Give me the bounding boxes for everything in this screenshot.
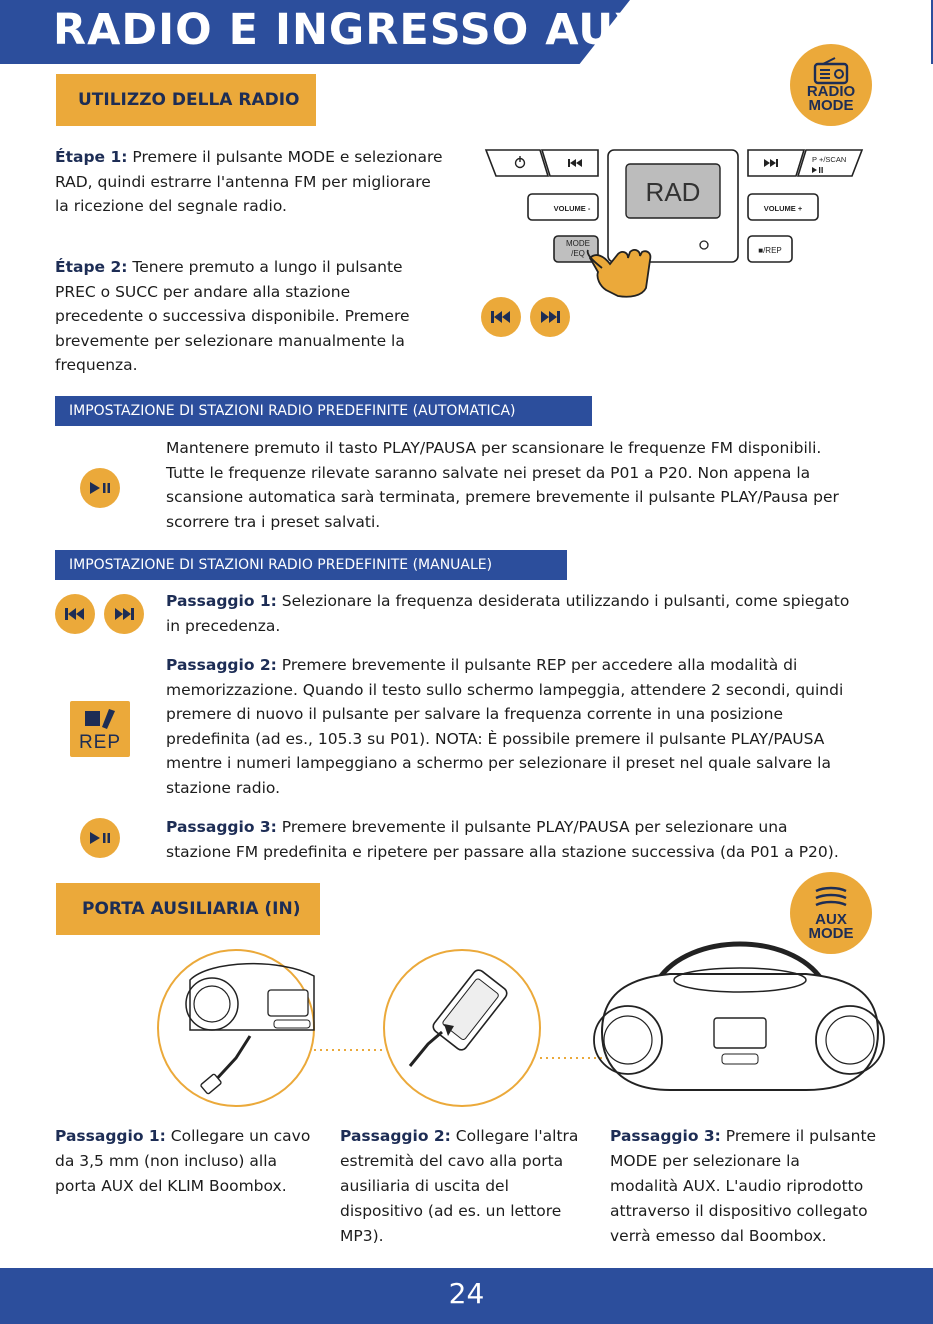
aux-step-2-line: dispositivo (ad es. un lettore bbox=[340, 1202, 562, 1220]
radio-mode-badge-line1: RADIO bbox=[806, 83, 856, 100]
auto-preset-tag bbox=[55, 396, 592, 426]
mode-eq-label-2: /EQ bbox=[571, 249, 585, 258]
aux-cable-icon bbox=[812, 885, 850, 913]
rep-button-icon bbox=[70, 701, 130, 757]
rep-icon-label: REP bbox=[78, 732, 122, 753]
manual-step-2-line: stazione radio. bbox=[166, 778, 281, 797]
volume-minus-label: VOLUME - bbox=[553, 204, 591, 213]
radio-step-1-label: Étape 1: bbox=[55, 148, 128, 166]
aux-step-2-line: MP3). bbox=[340, 1227, 384, 1245]
manual-step-2-line: Premere brevemente il pulsante REP per accedere alla modalità di bbox=[276, 656, 798, 674]
rep-label: ■/REP bbox=[758, 246, 782, 255]
auto-preset-play-icon-badge bbox=[80, 468, 120, 508]
previous-button-illustration bbox=[481, 297, 521, 337]
manual-step-2 bbox=[166, 653, 896, 800]
manual-step-1-line: in precedenza. bbox=[166, 616, 281, 635]
radio-step-2-line: brevemente per selezionare manualmente la bbox=[55, 331, 405, 350]
manual-step-2-line: premere di nuovo il pulsante per salvare la frequenza corrente in una posizione bbox=[166, 705, 783, 723]
previous-track-icon bbox=[64, 607, 86, 621]
auto-preset-tag-label: IMPOSTAZIONE DI STAZIONI RADIO PREDEFINITE (AUTOMATICA) bbox=[69, 403, 516, 419]
radio-icon bbox=[813, 57, 849, 85]
aux-step-1 bbox=[55, 1124, 325, 1199]
aux-step-1-label: Passaggio 1: bbox=[55, 1127, 166, 1145]
radio-step-2-line: precedente o successiva disponibile. Premere bbox=[55, 307, 410, 325]
radio-step-1-line: la ricezione del segnale radio. bbox=[55, 197, 287, 215]
aux-step-3-line: modalità AUX. L'audio riprodotto bbox=[610, 1177, 864, 1195]
previous-track-icon bbox=[490, 310, 512, 324]
auto-preset-line: Mantenere premuto il tasto PLAY/PAUSA per scansionare le frequenze FM disponibili. bbox=[166, 439, 822, 457]
radio-step-2 bbox=[55, 255, 455, 378]
manual-step-1 bbox=[166, 589, 896, 638]
mode-eq-label-1: MODE bbox=[566, 239, 590, 248]
pointing-hand-icon bbox=[588, 250, 651, 297]
section-tag-aux bbox=[56, 883, 320, 935]
display-text: RAD bbox=[645, 177, 701, 207]
auto-preset-line: Tutte le frequenze rilevate saranno salvate nei preset da P01 a P20. Non appena la bbox=[166, 463, 811, 482]
aux-step-2-line: estremità del cavo alla porta bbox=[340, 1152, 564, 1170]
aux-step-3-label: Passaggio 3: bbox=[610, 1127, 721, 1145]
manual-step-1-line: Selezionare la frequenza desiderata utilizzando i pulsanti, come spiegato bbox=[276, 592, 850, 610]
radio-step-2-label: Étape 2: bbox=[55, 258, 128, 276]
manual-step-1-label: Passaggio 1: bbox=[166, 592, 277, 610]
play-pause-icon bbox=[89, 831, 111, 845]
aux-step-3 bbox=[610, 1124, 910, 1249]
radio-mode-badge-line2: MODE bbox=[808, 97, 854, 114]
manual-step-2-line: predefinita (ad es., 105.3 su P01). NOTA: È possibile premere il pulsante PLAY/PAUSA bbox=[166, 729, 825, 748]
aux-mode-badge-line1: AUX bbox=[815, 911, 847, 928]
section-tag-aux-label: PORTA AUSILIARIA (IN) bbox=[82, 899, 301, 919]
next-track-icon bbox=[539, 310, 561, 324]
next-button-illustration bbox=[530, 297, 570, 337]
radio-step-1-line: RAD, quindi estrarre l'antenna FM per migliorare bbox=[55, 172, 431, 191]
manual-step-2-label: Passaggio 2: bbox=[166, 656, 277, 674]
section-tag-radio bbox=[56, 74, 316, 126]
radio-step-1-line: Premere il pulsante MODE e selezionare bbox=[127, 148, 443, 166]
aux-step-1-line: Collegare un cavo bbox=[165, 1127, 311, 1145]
manual-play-icon-badge bbox=[80, 818, 120, 858]
auto-preset-line: scorrere tra i preset salvati. bbox=[166, 512, 381, 531]
boombox-icon bbox=[594, 944, 884, 1090]
p-scan-label: P +/SCAN bbox=[812, 155, 847, 164]
manual-next-icon-badge bbox=[104, 594, 144, 634]
aux-mode-badge-line2: MODE bbox=[808, 925, 854, 942]
radio-step-2-line: Tenere premuto a lungo il pulsante bbox=[127, 258, 403, 276]
manual-step-3-line: Premere brevemente il pulsante PLAY/PAUSA per selezionare una bbox=[276, 818, 788, 836]
aux-step-3-line: Premere il pulsante bbox=[720, 1127, 877, 1145]
aux-step-1-line: porta AUX del KLIM Boombox. bbox=[55, 1177, 287, 1195]
auto-preset-line: scansione automatica sarà terminata, premere brevemente il pulsante PLAY/Pausa per bbox=[166, 488, 839, 506]
next-track-icon bbox=[113, 607, 135, 621]
auto-preset-text bbox=[166, 436, 896, 534]
control-panel-illustration bbox=[478, 140, 878, 300]
radio-mode-badge bbox=[790, 44, 872, 126]
manual-preset-tag-label: IMPOSTAZIONE DI STAZIONI RADIO PREDEFINITE (MANUALE) bbox=[69, 557, 493, 573]
aux-step-2-line: ausiliaria di uscita del bbox=[340, 1177, 509, 1195]
manual-prev-icon-badge bbox=[55, 594, 95, 634]
aux-connection-illustration bbox=[150, 940, 910, 1110]
page-title: RADIO E INGRESSO AUX bbox=[53, 5, 649, 55]
radio-step-1 bbox=[55, 145, 455, 219]
manual-step-2-line: mentre i numeri lampeggiano a schermo per selezionare il preset nel quale salvare la bbox=[166, 754, 831, 772]
aux-step-3-line: MODE per selezionare la bbox=[610, 1152, 800, 1170]
radio-step-2-line: PREC o SUCC per andare alla stazione bbox=[55, 282, 351, 301]
stop-rep-icon bbox=[83, 707, 117, 731]
aux-step-2-label: Passaggio 2: bbox=[340, 1127, 451, 1145]
aux-step-3-line: verrà emesso dal Boombox. bbox=[610, 1227, 827, 1245]
aux-step-3-line: attraverso il dispositivo collegato bbox=[610, 1202, 868, 1220]
manual-step-3 bbox=[166, 815, 896, 864]
aux-step-2-line: Collegare l'altra bbox=[450, 1127, 579, 1145]
aux-step-1-line: da 3,5 mm (non incluso) alla bbox=[55, 1152, 277, 1170]
section-tag-radio-label: UTILIZZO DELLA RADIO bbox=[78, 90, 300, 110]
manual-step-3-label: Passaggio 3: bbox=[166, 818, 277, 836]
manual-step-3-line: stazione FM predefinita e ripetere per passare alla stazione successiva (da P01 a P20). bbox=[166, 842, 839, 861]
play-pause-icon bbox=[89, 481, 111, 495]
manual-step-2-line: memorizzazione. Quando il testo sullo schermo lampeggia, attendere 2 secondi, quindi bbox=[166, 680, 844, 699]
radio-step-2-line: frequenza. bbox=[55, 356, 138, 374]
aux-step-2 bbox=[340, 1124, 600, 1249]
volume-plus-label: VOLUME + bbox=[763, 204, 803, 213]
manual-preset-tag bbox=[55, 550, 567, 580]
page-number: 24 bbox=[448, 1277, 485, 1310]
